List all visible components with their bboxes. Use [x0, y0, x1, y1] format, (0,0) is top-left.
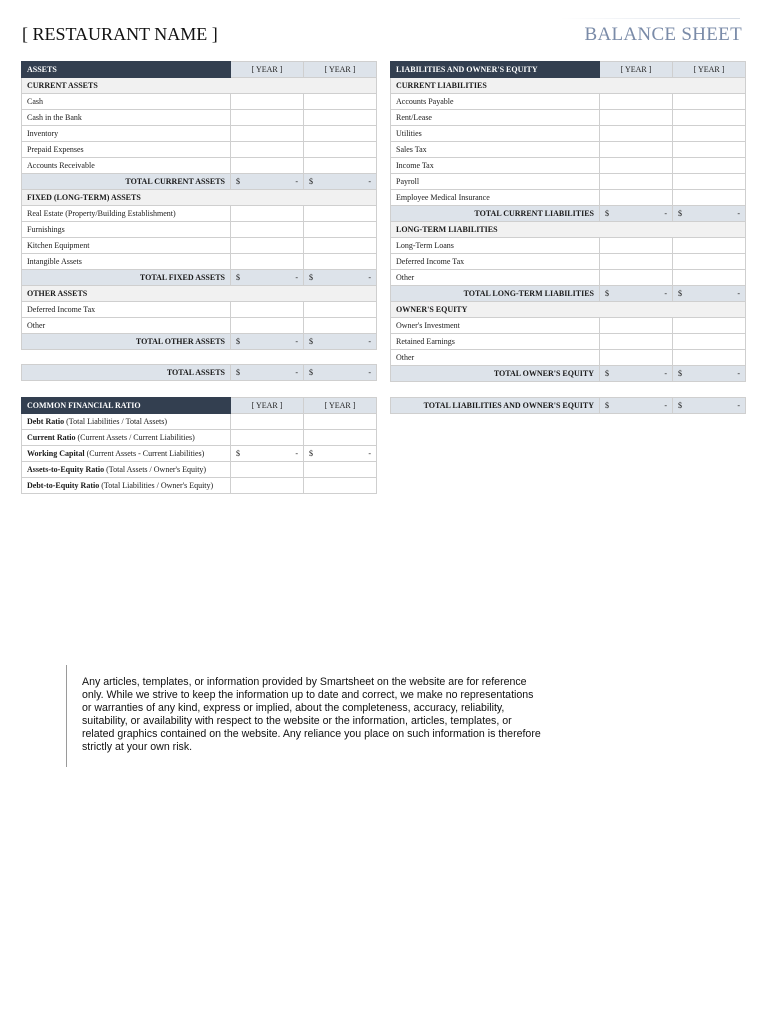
- currency-symbol: $: [309, 368, 313, 377]
- disclaimer-text: Any articles, templates, or information provided by Smartsheet on the website are for reference only. While we strive to keep the information up to date and correct, we make no representations or warranties of any kind, express or implied, about the completeness, accuracy, reliability, suitability, or availability with respect to the website or the information, articles, templates, or related graphics contained on the website. Any reliance you place on such information is therefore strictly at your own risk.: [82, 676, 541, 753]
- year-column-1[interactable]: [ YEAR ]: [231, 62, 304, 78]
- value-cell[interactable]: [673, 318, 746, 334]
- ratio-name: Debt-to-Equity Ratio: [27, 481, 100, 490]
- value-cell[interactable]: [231, 206, 304, 222]
- total-label: TOTAL OTHER ASSETS: [22, 334, 231, 350]
- value-cell[interactable]: [304, 430, 377, 446]
- currency-symbol: $: [605, 369, 609, 378]
- ratio-name: Assets-to-Equity Ratio: [27, 465, 105, 474]
- total-label: TOTAL CURRENT LIABILITIES: [391, 206, 600, 222]
- assets-header-row: [22, 62, 377, 78]
- total-label: TOTAL LONG-TERM LIABILITIES: [391, 286, 600, 302]
- total-value-cell: [231, 270, 304, 286]
- row-label: Other: [391, 270, 600, 286]
- empty-value: -: [368, 368, 371, 377]
- total-row: [391, 206, 746, 222]
- table-row: [391, 334, 746, 350]
- value-cell[interactable]: [231, 430, 304, 446]
- table-row: [22, 126, 377, 142]
- value-cell[interactable]: [231, 94, 304, 110]
- total-value-cell: [600, 398, 673, 414]
- currency-symbol: $: [309, 449, 313, 458]
- empty-value: -: [664, 369, 667, 378]
- value-cell[interactable]: [600, 158, 673, 174]
- value-cell[interactable]: [600, 318, 673, 334]
- table-row: [391, 126, 746, 142]
- total-value-cell: [304, 365, 377, 381]
- spacer: [22, 350, 377, 365]
- table-row: [22, 222, 377, 238]
- row-label: Real Estate (Property/Building Establishment): [22, 206, 231, 222]
- value-cell[interactable]: [304, 318, 377, 334]
- ratio-formula: (Total Assets / Owner's Equity): [104, 465, 207, 474]
- currency-symbol: $: [605, 289, 609, 298]
- row-label: Cash in the Bank: [22, 110, 231, 126]
- empty-value: -: [737, 289, 740, 298]
- currency-symbol: $: [678, 401, 682, 410]
- table-row: [391, 318, 746, 334]
- row-label: Sales Tax: [391, 142, 600, 158]
- long-term-liabilities-section: LONG-TERM LIABILITIES: [391, 222, 746, 238]
- table-row: [22, 254, 377, 270]
- ratios-header-row: [22, 398, 377, 414]
- total-value-cell: [600, 206, 673, 222]
- total-label: TOTAL OWNER'S EQUITY: [391, 366, 600, 382]
- value-cell[interactable]: [304, 206, 377, 222]
- value-cell[interactable]: [673, 238, 746, 254]
- row-label: Inventory: [22, 126, 231, 142]
- value-cell[interactable]: [231, 478, 304, 494]
- total-row: [22, 270, 377, 286]
- row-label: Accounts Payable: [391, 94, 600, 110]
- row-label: Deferred Income Tax: [391, 254, 600, 270]
- table-row: [391, 190, 746, 206]
- row-label: Other: [391, 350, 600, 366]
- value-cell[interactable]: [304, 414, 377, 430]
- value-cell[interactable]: [673, 190, 746, 206]
- value-cell[interactable]: [304, 142, 377, 158]
- value-cell[interactable]: [600, 270, 673, 286]
- grand-total-row: [391, 398, 746, 414]
- table-row: [22, 430, 377, 446]
- empty-value: -: [664, 289, 667, 298]
- empty-value: -: [295, 368, 298, 377]
- value-cell[interactable]: [231, 142, 304, 158]
- empty-value: -: [295, 177, 298, 186]
- value-cell[interactable]: [600, 190, 673, 206]
- ratio-formula: (Total Liabilities / Total Assets): [64, 417, 168, 426]
- currency-symbol: $: [605, 209, 609, 218]
- total-value-cell: [673, 286, 746, 302]
- ratio-label: [22, 430, 231, 446]
- row-label: Furnishings: [22, 222, 231, 238]
- table-row: [391, 142, 746, 158]
- total-label: TOTAL FIXED ASSETS: [22, 270, 231, 286]
- currency-symbol: $: [309, 177, 313, 186]
- total-value-cell: [231, 174, 304, 190]
- value-cell[interactable]: [231, 238, 304, 254]
- value-cell[interactable]: [673, 334, 746, 350]
- value-cell[interactable]: [600, 334, 673, 350]
- table-row: [22, 238, 377, 254]
- liabilities-heading: LIABILITIES AND OWNER'S EQUITY: [391, 62, 600, 78]
- table-row: [391, 238, 746, 254]
- table-row: [391, 158, 746, 174]
- value-cell[interactable]: [600, 110, 673, 126]
- year-column-2[interactable]: [ YEAR ]: [304, 62, 377, 78]
- currency-symbol: $: [605, 401, 609, 410]
- value-cell[interactable]: [304, 126, 377, 142]
- value-cell[interactable]: [600, 350, 673, 366]
- value-cell[interactable]: [600, 174, 673, 190]
- value-cell[interactable]: [304, 302, 377, 318]
- value-cell[interactable]: [304, 478, 377, 494]
- owners-equity-section: OWNER'S EQUITY: [391, 302, 746, 318]
- currency-symbol: $: [309, 273, 313, 282]
- empty-value: -: [368, 177, 371, 186]
- year-column-1[interactable]: [ YEAR ]: [600, 62, 673, 78]
- total-row: [391, 286, 746, 302]
- table-row: [22, 206, 377, 222]
- currency-symbol: $: [309, 337, 313, 346]
- restaurant-name: [ RESTAURANT NAME ]: [22, 24, 218, 44]
- current-liabilities-section: CURRENT LIABILITIES: [391, 78, 746, 94]
- table-row: [391, 350, 746, 366]
- value-cell[interactable]: [231, 254, 304, 270]
- row-label: Prepaid Expenses: [22, 142, 231, 158]
- empty-value: -: [737, 401, 740, 410]
- row-label: Other: [22, 318, 231, 334]
- year-column-2[interactable]: [ YEAR ]: [304, 398, 377, 414]
- total-value-cell: [600, 366, 673, 382]
- row-label: Rent/Lease: [391, 110, 600, 126]
- ratio-label: [22, 478, 231, 494]
- current-assets-section: CURRENT ASSETS: [22, 78, 377, 94]
- other-assets-section: OTHER ASSETS: [22, 286, 377, 302]
- fixed-assets-section: FIXED (LONG-TERM) ASSETS: [22, 190, 377, 206]
- liabilities-header-row: [391, 62, 746, 78]
- value-cell[interactable]: [673, 350, 746, 366]
- row-label: Cash: [22, 94, 231, 110]
- value-cell[interactable]: [673, 110, 746, 126]
- value-cell[interactable]: [231, 126, 304, 142]
- total-liabilities-equity-label: TOTAL LIABILITIES AND OWNER'S EQUITY: [391, 398, 600, 414]
- row-label: Owner's Investment: [391, 318, 600, 334]
- value-cell[interactable]: [231, 158, 304, 174]
- empty-value: -: [368, 273, 371, 282]
- value-cell[interactable]: [600, 126, 673, 142]
- ratio-formula: (Current Assets - Current Liabilities): [84, 449, 205, 458]
- value-cell[interactable]: [304, 446, 377, 462]
- assets-heading: ASSETS: [22, 62, 231, 78]
- year-column-2[interactable]: [ YEAR ]: [673, 62, 746, 78]
- total-value-cell: [231, 334, 304, 350]
- total-value-cell: [304, 270, 377, 286]
- value-cell[interactable]: [231, 462, 304, 478]
- currency-symbol: $: [678, 289, 682, 298]
- value-cell[interactable]: [304, 110, 377, 126]
- value-cell[interactable]: [231, 446, 304, 462]
- ratio-name: Working Capital: [27, 449, 85, 458]
- table-row: [22, 318, 377, 334]
- total-value-cell: [673, 206, 746, 222]
- empty-value: -: [295, 449, 298, 458]
- value-cell[interactable]: [673, 126, 746, 142]
- ratio-label: [22, 462, 231, 478]
- table-row: [22, 110, 377, 126]
- grand-total-row: [22, 365, 377, 381]
- ratio-name: Current Ratio: [27, 433, 76, 442]
- value-cell[interactable]: [600, 94, 673, 110]
- value-cell[interactable]: [304, 94, 377, 110]
- value-cell[interactable]: [304, 238, 377, 254]
- table-row: [22, 478, 377, 494]
- value-cell[interactable]: [600, 254, 673, 270]
- empty-value: -: [664, 209, 667, 218]
- currency-symbol: $: [236, 337, 240, 346]
- row-label: Kitchen Equipment: [22, 238, 231, 254]
- value-cell[interactable]: [231, 222, 304, 238]
- currency-symbol: $: [236, 177, 240, 186]
- row-label: Long-Term Loans: [391, 238, 600, 254]
- value-cell[interactable]: [231, 110, 304, 126]
- row-label: Utilities: [391, 126, 600, 142]
- table-row: [22, 462, 377, 478]
- table-row: [391, 110, 746, 126]
- total-value-cell: [673, 398, 746, 414]
- total-value-cell: [304, 334, 377, 350]
- title-accent-line: [560, 18, 740, 19]
- row-label: Intangible Assets: [22, 254, 231, 270]
- row-label: Employee Medical Insurance: [391, 190, 600, 206]
- value-cell[interactable]: [304, 254, 377, 270]
- disclaimer-box: [66, 665, 545, 767]
- row-label: Accounts Receivable: [22, 158, 231, 174]
- currency-symbol: $: [678, 209, 682, 218]
- ratio-name: Debt Ratio: [27, 417, 65, 426]
- value-cell[interactable]: [231, 302, 304, 318]
- total-liabilities-equity-table: [390, 397, 746, 414]
- ratio-label: [22, 446, 231, 462]
- assets-table: [21, 61, 377, 381]
- table-row: [391, 94, 746, 110]
- value-cell[interactable]: [673, 174, 746, 190]
- total-row: [22, 174, 377, 190]
- table-row: [391, 254, 746, 270]
- ratios-heading: COMMON FINANCIAL RATIO: [22, 398, 231, 414]
- empty-value: -: [368, 449, 371, 458]
- value-cell[interactable]: [304, 222, 377, 238]
- currency-symbol: $: [236, 368, 240, 377]
- value-cell[interactable]: [673, 142, 746, 158]
- empty-value: -: [295, 337, 298, 346]
- currency-symbol: $: [236, 449, 240, 458]
- row-label: Payroll: [391, 174, 600, 190]
- total-value-cell: [231, 365, 304, 381]
- table-row: [391, 270, 746, 286]
- currency-symbol: $: [678, 369, 682, 378]
- empty-value: -: [737, 369, 740, 378]
- value-cell[interactable]: [231, 318, 304, 334]
- empty-value: -: [737, 209, 740, 218]
- value-cell[interactable]: [673, 158, 746, 174]
- total-assets-label: TOTAL ASSETS: [22, 365, 231, 381]
- value-cell[interactable]: [673, 254, 746, 270]
- empty-value: -: [664, 401, 667, 410]
- ratio-label: [22, 414, 231, 430]
- currency-symbol: $: [236, 273, 240, 282]
- value-cell[interactable]: [600, 142, 673, 158]
- ratios-table: [21, 397, 377, 494]
- value-cell[interactable]: [673, 270, 746, 286]
- total-value-cell: [673, 366, 746, 382]
- page-title: BALANCE SHEET: [584, 24, 742, 45]
- total-label: TOTAL CURRENT ASSETS: [22, 174, 231, 190]
- value-cell[interactable]: [231, 414, 304, 430]
- empty-value: -: [368, 337, 371, 346]
- table-row: [391, 174, 746, 190]
- total-row: [22, 334, 377, 350]
- table-row: [22, 446, 377, 462]
- total-row: [391, 366, 746, 382]
- empty-value: -: [295, 273, 298, 282]
- table-row: [22, 302, 377, 318]
- row-label: Retained Earnings: [391, 334, 600, 350]
- value-cell[interactable]: [673, 94, 746, 110]
- value-cell[interactable]: [304, 462, 377, 478]
- value-cell[interactable]: [304, 158, 377, 174]
- row-label: Deferred Income Tax: [22, 302, 231, 318]
- value-cell[interactable]: [600, 238, 673, 254]
- table-row: [22, 414, 377, 430]
- liabilities-table: [390, 61, 746, 382]
- table-row: [22, 94, 377, 110]
- total-value-cell: [600, 286, 673, 302]
- table-row: [22, 158, 377, 174]
- year-column-1[interactable]: [ YEAR ]: [231, 398, 304, 414]
- table-row: [22, 142, 377, 158]
- row-label: Income Tax: [391, 158, 600, 174]
- total-value-cell: [304, 174, 377, 190]
- ratio-formula: (Total Liabilities / Owner's Equity): [99, 481, 214, 490]
- ratio-formula: (Current Assets / Current Liabilities): [75, 433, 195, 442]
